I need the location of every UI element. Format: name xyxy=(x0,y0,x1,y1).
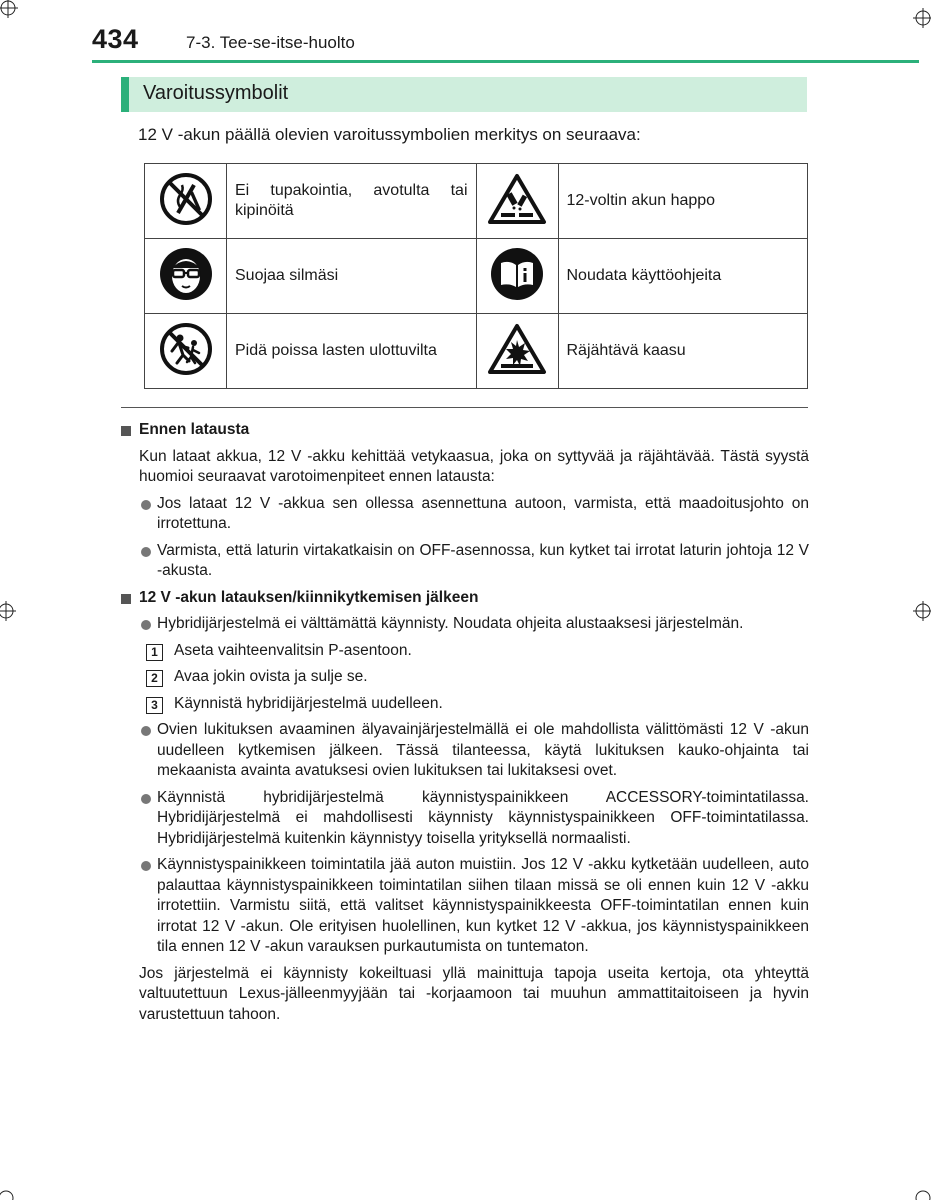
symbol-label: Räjähtävä kaasu xyxy=(558,314,808,389)
crop-mark-top-right xyxy=(901,0,931,30)
step-number: 3 xyxy=(146,697,163,714)
symbol-cell xyxy=(476,239,558,314)
bullet-dot-icon xyxy=(141,500,151,510)
step-number: 2 xyxy=(146,670,163,687)
symbol-cell xyxy=(476,314,558,389)
crop-mark-bottom-left xyxy=(0,1180,20,1200)
table-row xyxy=(145,239,808,314)
explosive-gas-icon xyxy=(487,323,547,375)
table-row xyxy=(145,314,808,389)
section-divider xyxy=(121,407,808,408)
subheading-after-charging xyxy=(121,588,809,609)
step-item xyxy=(121,641,809,662)
list-item-text: Hybridijärjestelmä ei välttämättä käynnisty. Noudata ohjeita alustaaksesi järjestelmän. xyxy=(157,615,744,632)
body-content xyxy=(121,420,809,1025)
list-item xyxy=(121,494,809,535)
crop-mark-top-left xyxy=(0,0,30,30)
symbol-label: Suojaa silmäsi xyxy=(227,239,477,314)
symbol-label: 12-voltin akun happo xyxy=(558,164,808,239)
page-number: 434 xyxy=(92,24,139,54)
list-item-text: Ovien lukituksen avaaminen älyavainjärjestelmällä ei ole mahdollista välittömästi 12 V -akun uudelleen kytkemisen jälkeen. Tässä tilanteessa, käytä lukituksen kauko-ohjainta tai mekaanista avainta avatuksesi ovien lukituksen tai lukitaksesi ovet. xyxy=(157,721,809,779)
bullet-dot-icon xyxy=(141,547,151,557)
subheading-text: Ennen latausta xyxy=(139,421,250,438)
list-item xyxy=(121,614,809,635)
bullet-dot-icon xyxy=(141,726,151,736)
symbol-label: Noudata käyttöohjeita xyxy=(558,239,808,314)
step-number: 1 xyxy=(146,644,163,661)
square-bullet-icon xyxy=(121,426,131,436)
intro-text: 12 V -akun päällä olevien varoitussymbolien merkitys on seuraava: xyxy=(138,125,641,144)
step-item xyxy=(121,694,809,715)
list-item-text: Jos lataat 12 V -akkua sen ollessa asennettuna autoon, varmista, että maadoitusjohto on irrotettuna. xyxy=(157,494,809,532)
no-smoking-icon xyxy=(158,171,214,227)
bullet-dot-icon xyxy=(141,861,151,871)
keep-away-children-icon xyxy=(158,321,214,377)
list-item xyxy=(121,855,809,958)
list-item xyxy=(121,720,809,782)
paragraph: Kun lataat akkua, 12 V -akku kehittää vetykaasua, joka on syttyvää ja räjähtävää. Tästä syystä huomioi seuraavat varotoimenpiteet ennen latausta: xyxy=(139,447,809,485)
list-item-text: Varmista, että laturin virtakatkaisin on OFF-asennossa, kun kytket tai irrotat laturin johtoja 12 V -akusta. xyxy=(157,541,809,579)
table-row xyxy=(145,164,808,239)
bullet-dot-icon xyxy=(141,620,151,630)
title-bar xyxy=(121,77,807,112)
subheading-before-charging xyxy=(121,420,809,441)
step-item xyxy=(121,667,809,688)
acid-warning-icon xyxy=(487,173,547,225)
bullet-dot-icon xyxy=(141,794,151,804)
step-text: Käynnistä hybridijärjestelmä uudelleen. xyxy=(174,694,443,712)
closing-paragraph: Jos järjestelmä ei käynnisty kokeiltuasi yllä mainittuja tapoja useita kertoja, ota yhteyttä valtuutettuun Lexus-jälleenmyyjään tai -korjaamoon tai muuhun ammattitaitoiseen ja hyvin varustettuun tahoon. xyxy=(139,964,809,1023)
list-item-text: Käynnistyspainikkeen toimintatila jää auton muistiin. Jos 12 V -akku kytketään uudelleen, auto palauttaa käynnistyspainikkeen toimintatilan siihen tilaan missä se oli ennen kuin 12 V -akku irrotettiin. Varmistu siitä, että valitset käynnistyspainikkeesta OFF-toimintatilan ennen kuin irrotat 12 V -akun. Ole erityisen huolellinen, kun kytket 12 V -akkua, jos käynnistyspainikkeen tila ennen 12 V -akun varauksen purkautumista on tuntematon. xyxy=(157,856,809,955)
symbol-label: Ei tupakointia, avotulta tai kipinöitä xyxy=(227,164,477,239)
list-item xyxy=(121,788,809,850)
crop-mark-left-middle xyxy=(0,596,20,626)
symbol-cell xyxy=(145,314,227,389)
symbol-label: Pidä poissa lasten ulottuvilta xyxy=(227,314,477,389)
crop-mark-bottom-right xyxy=(906,1180,931,1200)
warning-symbols-table xyxy=(144,163,808,389)
symbol-cell xyxy=(145,164,227,239)
subheading-text: 12 V -akun latauksen/kiinnikytkemisen jälkeen xyxy=(139,588,479,606)
square-bullet-icon xyxy=(121,594,131,604)
symbol-cell xyxy=(476,164,558,239)
section-label: 7-3. Tee-se-itse-huolto xyxy=(186,33,355,52)
eye-protection-icon xyxy=(158,246,214,302)
header-rule xyxy=(92,60,919,63)
step-text: Avaa jokin ovista ja sulje se. xyxy=(174,668,368,685)
page-title: Varoitussymbolit xyxy=(143,82,289,104)
read-manual-icon xyxy=(489,246,545,302)
crop-mark-right-middle xyxy=(906,596,931,626)
step-text: Aseta vaihteenvalitsin P-asentoon. xyxy=(174,641,412,659)
list-item xyxy=(121,541,809,582)
list-item-text: Käynnistä hybridijärjestelmä käynnistyspainikkeen ACCESSORY-toimintatilassa. Hybridijärjestelmä ei mahdollisesti käynnisty käynnistyspainikkeen OFF-toimintatilassa. Hybridijärjestelmä kuitenkin käynnistyy toisella yrityksellä normaalisti. xyxy=(157,788,809,847)
symbol-cell xyxy=(145,239,227,314)
